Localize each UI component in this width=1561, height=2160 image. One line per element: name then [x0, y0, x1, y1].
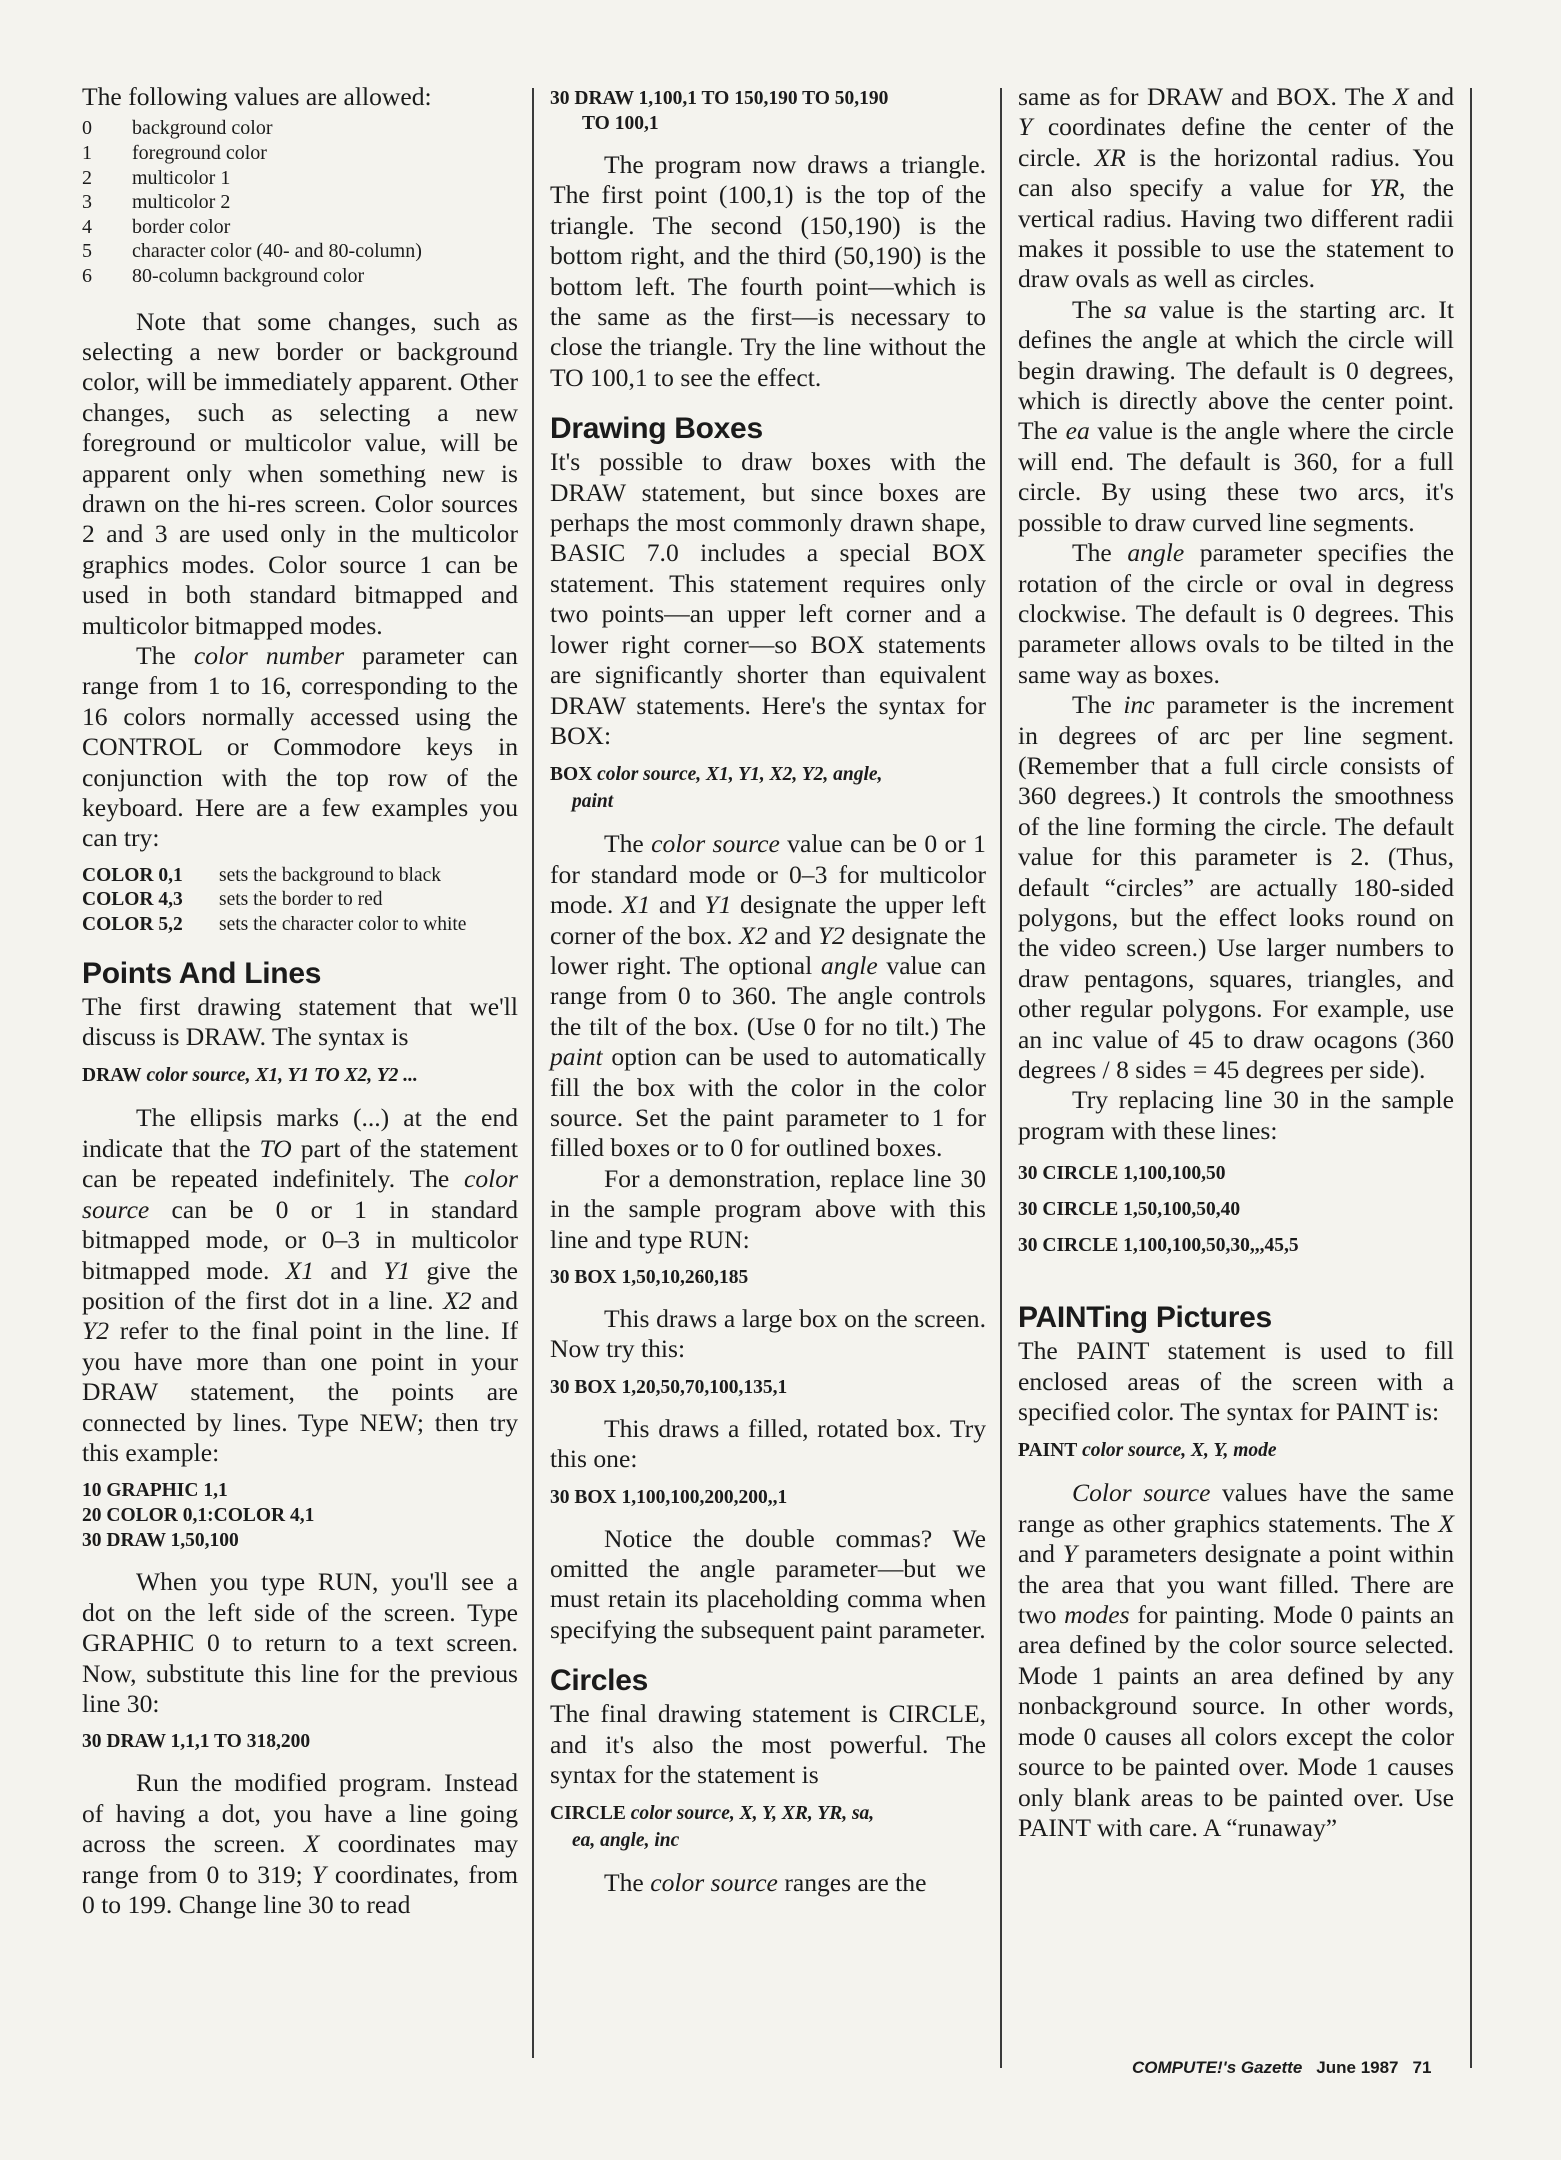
paragraph-double-commas: Notice the double commas? We omitted the angle parameter—but we must retain its placeholding comma when specifying the subsequent paint parameter.	[550, 1523, 986, 1644]
heading-circles: Circles	[550, 1664, 648, 1698]
magazine-name: COMPUTE!'s Gazette	[1132, 2058, 1303, 2077]
paragraph-circles: The final drawing statement is CIRCLE, and it's also the most powerful. The syntax for the statement is	[550, 1699, 986, 1790]
list-item: 0 background color	[82, 117, 273, 140]
heading-drawing-boxes: Drawing Boxes	[550, 412, 763, 446]
paragraph-triangle: The program now draws a triangle. The first point (100,1) is the top of the triangle. The second (150,190) is the bottom right, and the third (50,190) is the bottom left. The fourth point—which is the same as the first—is necessary to close the triangle. Try the line without the TO 100,1 to see the effect.	[550, 150, 986, 392]
code-line: 30 CIRCLE 1,100,100,50	[1018, 1163, 1226, 1185]
code-line-30: 30 DRAW 1,1,1 TO 318,200	[82, 1731, 311, 1753]
values-intro: The following values are allowed:	[82, 82, 432, 111]
box-syntax: BOX color source, X1, Y1, X2, Y2, angle, paint	[550, 764, 883, 813]
heading-painting-pictures: PAINTing Pictures	[1018, 1301, 1272, 1335]
paragraph-circle-coords: same as for DRAW and BOX. The X and Y coordinates define the center of the circle. XR is the horizontal radius. You can also specify a value for YR, the vertical radius. Having two different radii makes it possible to use the statement to draw ovals as well as circles.	[1018, 82, 1455, 294]
list-item: COLOR 0,1 sets the background to black	[82, 864, 442, 886]
paragraph-run: When you type RUN, you'll see a dot on the left side of the screen. Type GRAPHIC 0 to return to a text screen. Now, substitute this line for the previous line 30:	[82, 1567, 518, 1718]
code-example-program	[82, 1478, 518, 1553]
paragraph-circle-ranges: The color source ranges are the	[604, 1868, 927, 1898]
paragraph-note: Note that some changes, such as selecting a new border or background color, will be immediately apparent. Other changes, such as selecting a new foreground or multicolor value, will be apparent only when something new is drawn on the hi-res screen. Color sources 2 and 3 are used only in the multicolor graphics modes. Color source 1 can be used in both standard bitmapped and multicolor bitmapped modes.	[82, 306, 518, 640]
list-item: 5 character color (40- and 80-column)	[82, 240, 422, 263]
paragraph-color-number: The color number parameter can range from 1 to 16, corresponding to the 16 colors normally accessed using the CONTROL or Commodore keys in conjunction with the top row of the keyboard. Here are a few examples you can try:	[82, 641, 518, 853]
code-box-2: 30 BOX 1,20,50,70,100,135,1	[550, 1376, 788, 1398]
column-2	[550, 82, 986, 1899]
paragraph-start-arc: The sa value is the starting arc. It defines the angle at which the circle will begin drawing. The default is 0 degrees, which is directly above the center point. The ea value is the angle where the circle will end. The default is 360, for a full circle. By using these two arcs, it's possible to draw curved line segments.	[1018, 294, 1454, 537]
paragraph-paint: The PAINT statement is used to fill enclosed areas of the screen with a specified color. The syntax for PAINT is:	[1018, 1336, 1454, 1427]
code-line: 30 CIRCLE 1,100,100,50,30,,,45,5	[1018, 1235, 1299, 1257]
list-item: 6 80-column background color	[82, 264, 365, 287]
paragraph-large-box: This draws a large box on the screen. Now try this:	[550, 1304, 986, 1364]
column-3	[1018, 82, 1454, 1843]
column-rule-left	[532, 88, 534, 2058]
paragraph-ellipsis: The ellipsis marks (...) at the end indicate that the TO part of the statement can be repeated indefinitely. The color source can be 0 or 1 in standard bitmapped mode, or 0–3 in multicolor bitmapped mode. X1 and Y1 give the position of the first dot in a line. X2 and Y2 refer to the final point in the line. If you have more than one point in your DRAW statement, the points are connected by lines. Type NEW; then try this example:	[82, 1103, 518, 1467]
paragraph-box-params: The color source value can be 0 or 1 for standard mode or 0–3 for multicolor mode. X1 and Y1 designate the upper left corner of the box. X2 and Y2 designate the lower right. The optional angle value can range from 0 to 360. The angle controls the tilt of the box. (Use 0 for no tilt.) The paint option can be used to automatically fill the box with the color in the color source. Set the paint parameter to 1 for filled boxes or to 0 for outlined boxes.	[550, 829, 986, 1163]
code-line: 30 DRAW 1,50,100	[82, 1530, 239, 1552]
list-item: 4 border color	[82, 215, 231, 238]
list-item: COLOR 4,3 sets the border to red	[82, 889, 383, 911]
code-line: 30 CIRCLE 1,50,100,50,40	[1018, 1199, 1241, 1221]
code-line: 20 COLOR 0,1:COLOR 4,1	[82, 1505, 315, 1527]
paragraph-try-replacing: Try replacing line 30 in the sample program with these lines:	[1018, 1085, 1454, 1145]
circle-syntax: CIRCLE color source, X, Y, XR, YR, sa, ea, angle, inc	[550, 1803, 875, 1852]
code-line: 10 GRAPHIC 1,1	[82, 1480, 228, 1502]
code-circles	[1018, 1156, 1454, 1264]
paragraph-inc: The inc parameter is the increment in degrees of arc per line segment. (Remember that a full circle consists of 360 degrees.) It controls the smoothness of the line forming the circle. The default value for this parameter is 2. (Thus, default “circles” are actually 180-sided polygons, but the effect looks round on the video screen.) Use larger numbers to draw pentagons, squares, triangles, and other regular polygons. For example, use an inc value of 45 to draw ocagons (360 degrees / 8 sides = 45 degrees per side).	[1018, 690, 1454, 1084]
paragraph-draw-intro: The first drawing statement that we'll discuss is DRAW. The syntax is	[82, 991, 518, 1052]
heading-points-and-lines: Points And Lines	[82, 956, 322, 990]
paragraph-demo: For a demonstration, replace line 30 in the sample program above with this line and type RUN:	[550, 1163, 986, 1254]
paragraph-angle: The angle parameter specifies the rotation of the circle or oval in degress clockwise. The default is 0 degrees. This parameter allows ovals to be tilted in the same way as boxes.	[1018, 538, 1454, 689]
list-item: 2 multicolor 1	[82, 166, 231, 189]
issue-date: June 1987	[1316, 2058, 1399, 2077]
list-item: COLOR 5,2 sets the character color to white	[82, 914, 467, 936]
paragraph-modified: Run the modified program. Instead of having a dot, you have a line going across the screen. X coordinates may range from 0 to 319; Y coordinates, from 0 to 199. Change line 30 to read	[82, 1768, 518, 1919]
column-rule-middle	[1000, 88, 1002, 2068]
paragraph-paint-values: Color source values have the same range as other graphics statements. The X and Y parameters designate a point within the area that you want filled. There are two modes for painting. Mode 0 paints an area defined by the color source selected. Mode 1 paints an area defined by any nonbackground source. In other words, mode 0 causes all colors except the color source to be painted over. Mode 1 causes only blank areas to be painted over. Use PAINT with care. A “runaway”	[1018, 1478, 1455, 1842]
code-triangle: 30 DRAW 1,100,1 TO 150,190 TO 50,190 TO 100,1	[550, 88, 889, 134]
paragraph-boxes: It's possible to draw boxes with the DRAW statement, but since boxes are perhaps the most commonly drawn shape, BASIC 7.0 includes a special BOX statement. This statement requires only two points—an upper left corner and a lower right corner—so BOX statements are significantly shorter than equivalent DRAW statements. Here's the syntax for BOX:	[550, 447, 986, 750]
page-number: 71	[1412, 2058, 1432, 2077]
list-item: 1 foreground color	[82, 142, 267, 164]
column-rule-right	[1470, 88, 1472, 2068]
color-examples-list	[82, 864, 518, 938]
list-item: 3 multicolor 2	[82, 191, 231, 214]
code-box-1: 30 BOX 1,50,10,260,185	[550, 1267, 749, 1288]
paragraph-filled-box: This draws a filled, rotated box. Try this one:	[550, 1413, 986, 1474]
color-source-values-list	[82, 116, 518, 288]
code-box-3: 30 BOX 1,100,100,200,200,,1	[550, 1486, 788, 1508]
paint-syntax: PAINT color source, X, Y, mode	[1018, 1440, 1277, 1462]
column-1	[82, 82, 518, 1920]
draw-syntax: DRAW color source, X1, Y1 TO X2, Y2 ...	[82, 1065, 418, 1087]
page-footer	[1132, 2058, 1445, 2078]
